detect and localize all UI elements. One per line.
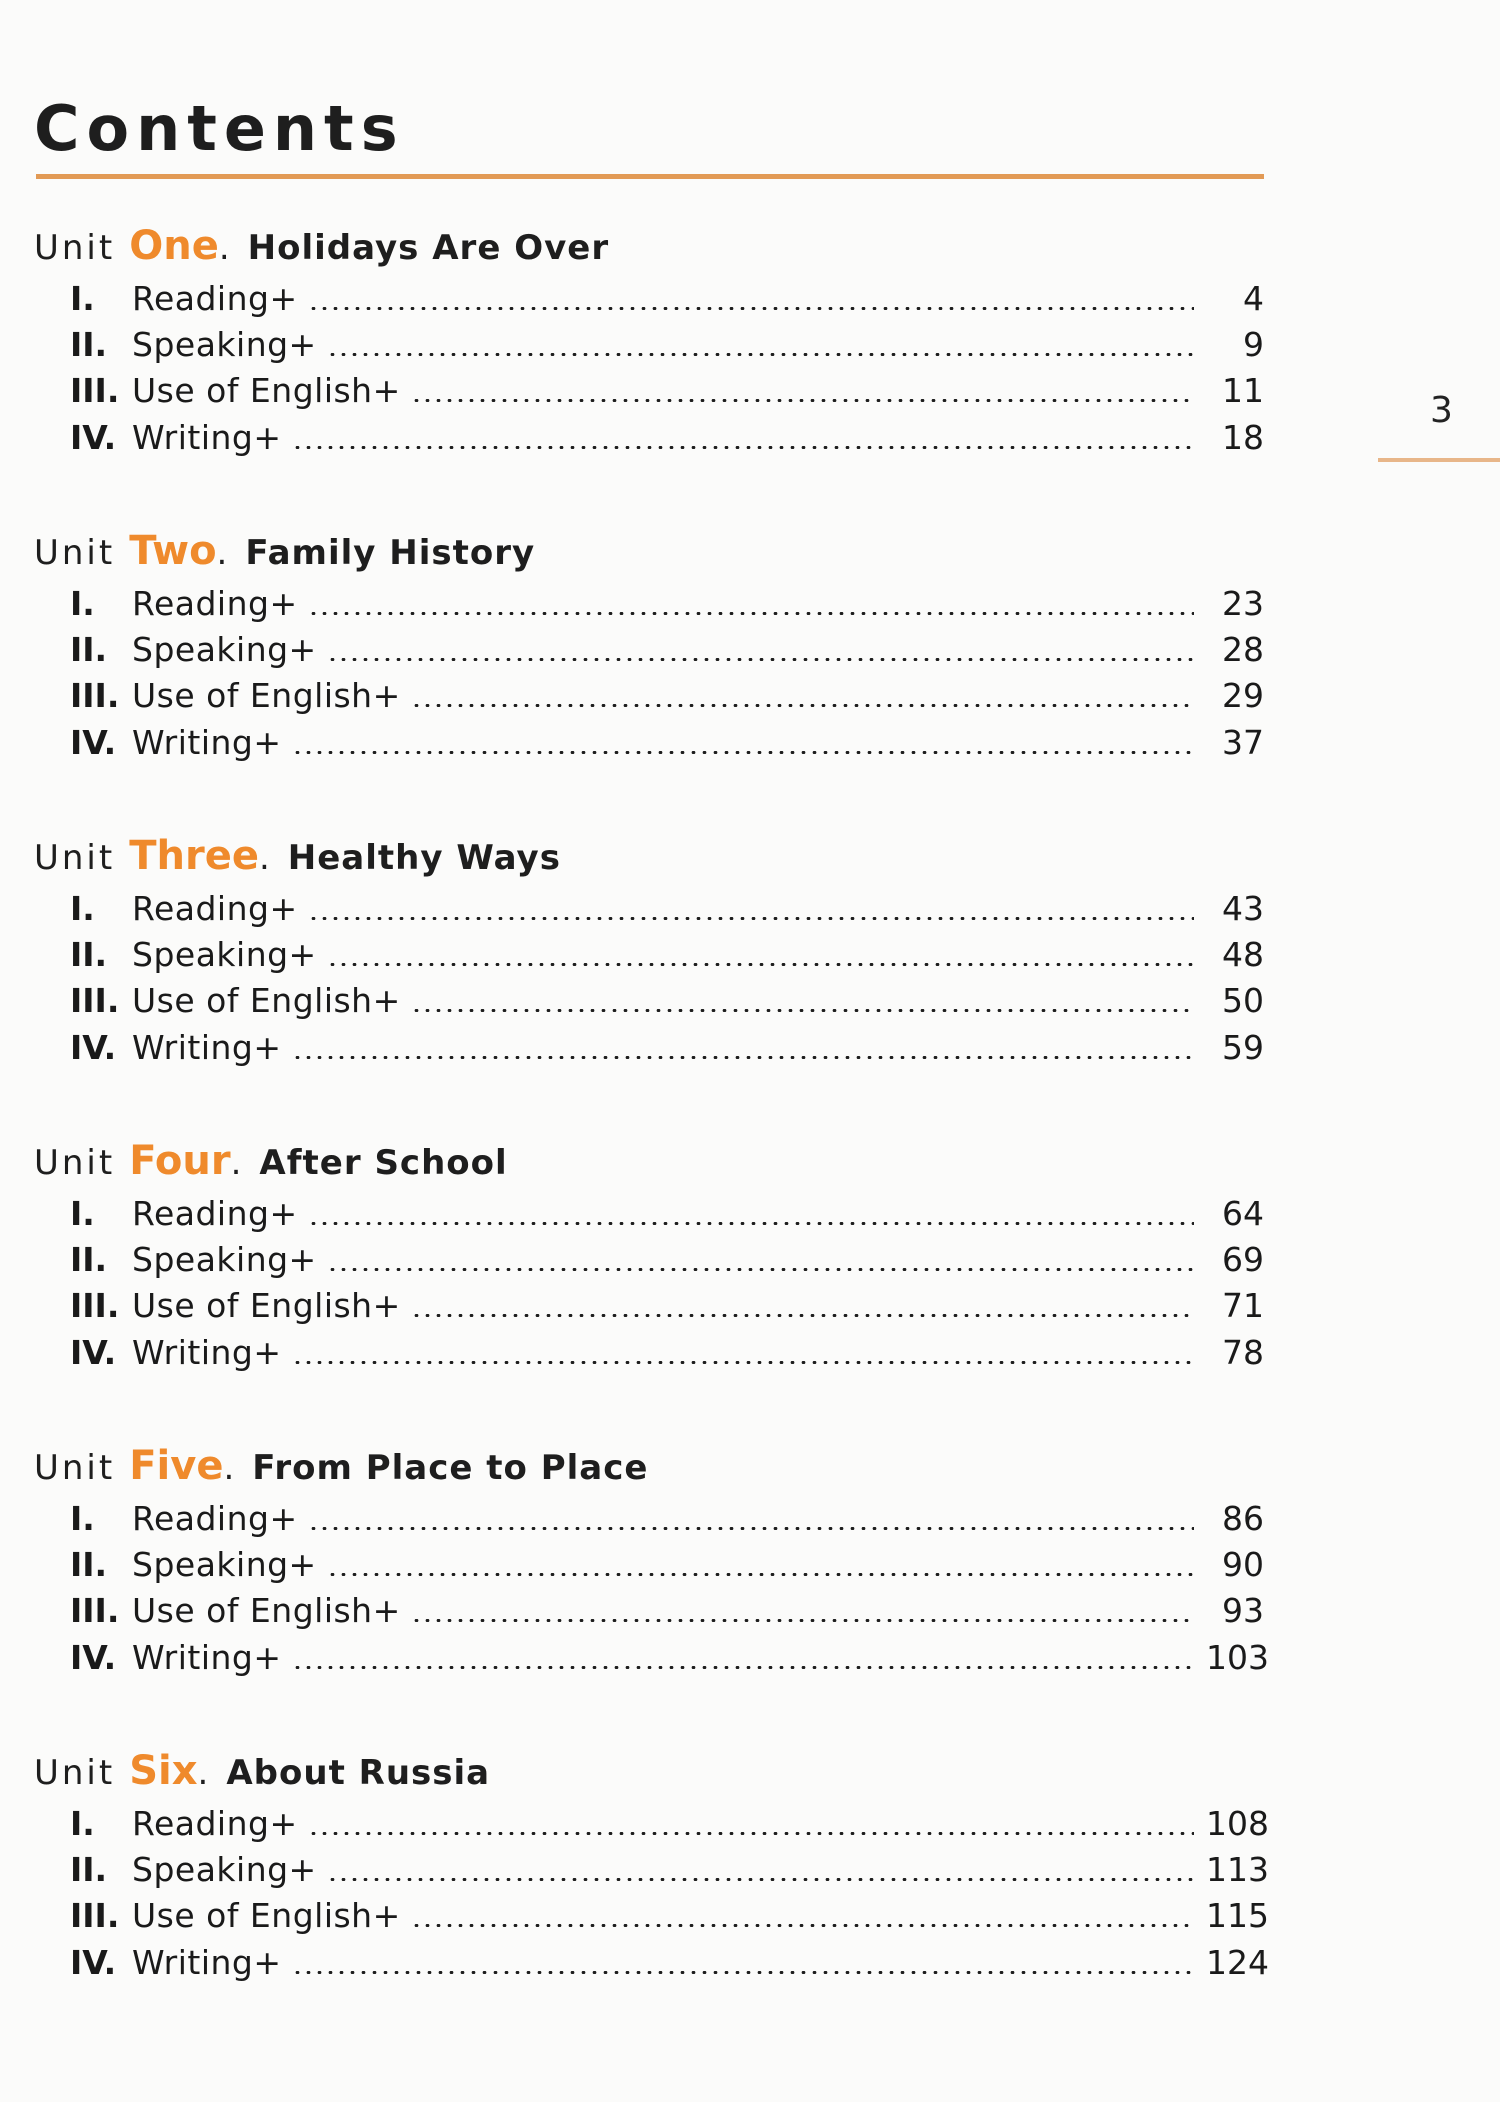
page-number: 113 [1206, 1850, 1269, 1890]
toc-entry-speaking[interactable] [70, 1850, 1269, 1896]
toc-entry-writing[interactable] [70, 1942, 1269, 1989]
dot-leader [327, 1878, 1194, 1881]
unit-heading[interactable] [34, 1138, 1264, 1194]
toc-entry-writing[interactable] [70, 418, 1264, 464]
section-numeral: I. [70, 1499, 95, 1538]
page-number: 124 [1206, 1942, 1269, 1982]
dot-leader [292, 1971, 1194, 1974]
dot-leader [411, 1314, 1194, 1317]
section-title: Reading+ [132, 1499, 298, 1538]
toc-entry-use-of-english[interactable] [70, 1286, 1264, 1332]
section-numeral: IV. [70, 1637, 117, 1677]
page-number: 59 [1222, 1027, 1264, 1067]
unit-five [34, 1443, 1269, 1684]
page-number: 86 [1222, 1499, 1264, 1538]
page-number: 37 [1222, 722, 1264, 762]
toc-entry-speaking[interactable] [70, 1240, 1264, 1286]
section-numeral: III. [70, 1591, 120, 1631]
dot-leader [308, 1832, 1194, 1835]
section-title: Reading+ [132, 584, 298, 623]
unit-number: Five [129, 1443, 224, 1489]
unit-title: About Russia [226, 1753, 491, 1793]
section-title: Reading+ [132, 279, 298, 318]
section-title: Speaking+ [132, 935, 317, 975]
dot-leader [292, 1666, 1194, 1669]
toc-entry-use-of-english[interactable] [70, 371, 1264, 417]
section-numeral: II. [70, 1850, 108, 1890]
page-number: 18 [1222, 417, 1264, 457]
unit-one [34, 223, 1264, 464]
section-title: Speaking+ [132, 1850, 317, 1890]
toc-entry-reading[interactable] [70, 584, 1264, 630]
unit-number: Three [129, 833, 259, 879]
page-number: 48 [1222, 935, 1264, 975]
section-numeral: I. [70, 1194, 95, 1233]
unit-title: Healthy Ways [287, 838, 561, 878]
unit-heading[interactable] [34, 1748, 1264, 1804]
side-page-number: 3 [1430, 390, 1453, 431]
title-underline [36, 174, 1264, 179]
section-numeral: II. [70, 1545, 108, 1585]
section-title: Use of English+ [132, 1286, 401, 1326]
section-title: Writing+ [132, 417, 282, 457]
section-title: Use of English+ [132, 1896, 401, 1936]
unit-title: Family History [245, 533, 536, 573]
page-number: 29 [1222, 676, 1264, 716]
section-numeral: IV. [70, 417, 117, 457]
unit-heading[interactable] [34, 223, 1264, 279]
dot-leader [327, 1268, 1194, 1271]
section-numeral: IV. [70, 1332, 117, 1372]
section-title: Writing+ [132, 722, 282, 762]
toc-entry-use-of-english[interactable] [70, 1896, 1269, 1942]
page-number: 93 [1222, 1591, 1264, 1631]
section-numeral: III. [70, 371, 120, 411]
toc-entry-speaking[interactable] [70, 325, 1264, 371]
unit-separator: . [218, 228, 230, 268]
page-number: 78 [1222, 1332, 1264, 1372]
section-numeral: I. [70, 1804, 95, 1843]
page-number: 64 [1222, 1194, 1264, 1233]
unit-six [34, 1748, 1269, 1989]
dot-leader [327, 353, 1194, 356]
unit-label: Unit [34, 1448, 116, 1488]
dot-leader [292, 446, 1194, 449]
section-numeral: IV. [70, 1942, 117, 1982]
dot-leader [327, 658, 1194, 661]
section-numeral: I. [70, 584, 95, 623]
unit-separator: . [230, 1143, 242, 1183]
section-title: Writing+ [132, 1637, 282, 1677]
toc-entry-use-of-english[interactable] [70, 981, 1264, 1027]
section-numeral: III. [70, 1286, 120, 1326]
section-numeral: III. [70, 981, 120, 1021]
section-numeral: IV. [70, 722, 117, 762]
toc-entry-use-of-english[interactable] [70, 1591, 1264, 1637]
page-number: 43 [1222, 889, 1264, 928]
toc-entry-reading[interactable] [70, 889, 1264, 935]
toc-entry-use-of-english[interactable] [70, 676, 1264, 722]
unit-separator: . [223, 1448, 235, 1488]
unit-label: Unit [34, 228, 116, 268]
unit-title: From Place to Place [252, 1448, 649, 1488]
dot-leader [411, 399, 1194, 402]
section-title: Use of English+ [132, 676, 401, 716]
section-title: Speaking+ [132, 630, 317, 670]
toc-entry-writing[interactable] [70, 1333, 1264, 1379]
section-numeral: II. [70, 1240, 108, 1280]
section-numeral: III. [70, 1896, 120, 1936]
toc-entry-writing[interactable] [70, 1637, 1269, 1684]
unit-heading[interactable] [34, 1443, 1264, 1499]
section-numeral: II. [70, 630, 108, 670]
section-title: Use of English+ [132, 371, 401, 411]
toc-entry-reading[interactable] [70, 1804, 1269, 1850]
page-number: 115 [1206, 1896, 1269, 1936]
toc-entry-reading[interactable] [70, 1499, 1264, 1545]
unit-separator: . [258, 838, 270, 878]
dot-leader [411, 704, 1194, 707]
section-title: Reading+ [132, 1804, 298, 1843]
dot-leader [411, 1009, 1194, 1012]
toc-entry-reading[interactable] [70, 1194, 1264, 1240]
unit-number: Two [129, 528, 217, 574]
side-tab-rule [1378, 458, 1500, 462]
dot-leader [308, 307, 1194, 310]
page-number: 23 [1222, 584, 1264, 623]
unit-label: Unit [34, 533, 116, 573]
dot-leader [308, 917, 1194, 920]
unit-three [34, 833, 1264, 1074]
section-numeral: I. [70, 279, 95, 318]
toc-entry-speaking[interactable] [70, 1545, 1264, 1591]
dot-leader [308, 1527, 1194, 1530]
page-number: 11 [1222, 371, 1264, 411]
section-title: Reading+ [132, 889, 298, 928]
unit-separator: . [197, 1753, 209, 1793]
section-title: Use of English+ [132, 1591, 401, 1631]
unit-number: One [129, 223, 219, 269]
page-number: 71 [1222, 1286, 1264, 1326]
page-number: 50 [1222, 981, 1264, 1021]
section-title: Use of English+ [132, 981, 401, 1021]
section-title: Speaking+ [132, 1240, 317, 1280]
section-numeral: II. [70, 935, 108, 975]
dot-leader [292, 1056, 1194, 1059]
page-number: 9 [1243, 325, 1264, 365]
toc-entry-writing[interactable] [70, 723, 1264, 769]
section-numeral: III. [70, 676, 120, 716]
section-numeral: IV. [70, 1027, 117, 1067]
toc-entry-reading[interactable] [70, 279, 1264, 325]
toc-entry-speaking[interactable] [70, 935, 1264, 981]
dot-leader [327, 963, 1194, 966]
page-number: 4 [1243, 279, 1264, 318]
page-title: Contents [34, 92, 405, 165]
page-number: 28 [1222, 630, 1264, 670]
section-title: Speaking+ [132, 325, 317, 365]
dot-leader [308, 612, 1194, 615]
unit-title: After School [259, 1143, 508, 1183]
dot-leader [411, 1619, 1194, 1622]
unit-title: Holidays Are Over [247, 228, 610, 268]
section-numeral: I. [70, 889, 95, 928]
section-title: Writing+ [132, 1027, 282, 1067]
page-number: 90 [1222, 1545, 1264, 1585]
unit-separator: . [216, 533, 228, 573]
page-number: 69 [1222, 1240, 1264, 1280]
section-title: Writing+ [132, 1942, 282, 1982]
unit-label: Unit [34, 838, 116, 878]
dot-leader [308, 1222, 1194, 1225]
unit-heading[interactable] [34, 833, 1264, 889]
page-number: 103 [1206, 1637, 1269, 1677]
unit-number: Four [129, 1138, 231, 1184]
unit-two [34, 528, 1264, 769]
toc-entry-writing[interactable] [70, 1028, 1264, 1074]
unit-number: Six [129, 1748, 198, 1794]
section-numeral: II. [70, 325, 108, 365]
section-title: Reading+ [132, 1194, 298, 1233]
page-number: 108 [1206, 1804, 1269, 1843]
dot-leader [327, 1573, 1194, 1576]
unit-label: Unit [34, 1143, 116, 1183]
section-title: Writing+ [132, 1332, 282, 1372]
dot-leader [292, 751, 1194, 754]
section-title: Speaking+ [132, 1545, 317, 1585]
dot-leader [292, 1361, 1194, 1364]
unit-four [34, 1138, 1264, 1379]
unit-label: Unit [34, 1753, 116, 1793]
unit-heading[interactable] [34, 528, 1264, 584]
toc-entry-speaking[interactable] [70, 630, 1264, 676]
dot-leader [411, 1924, 1194, 1927]
